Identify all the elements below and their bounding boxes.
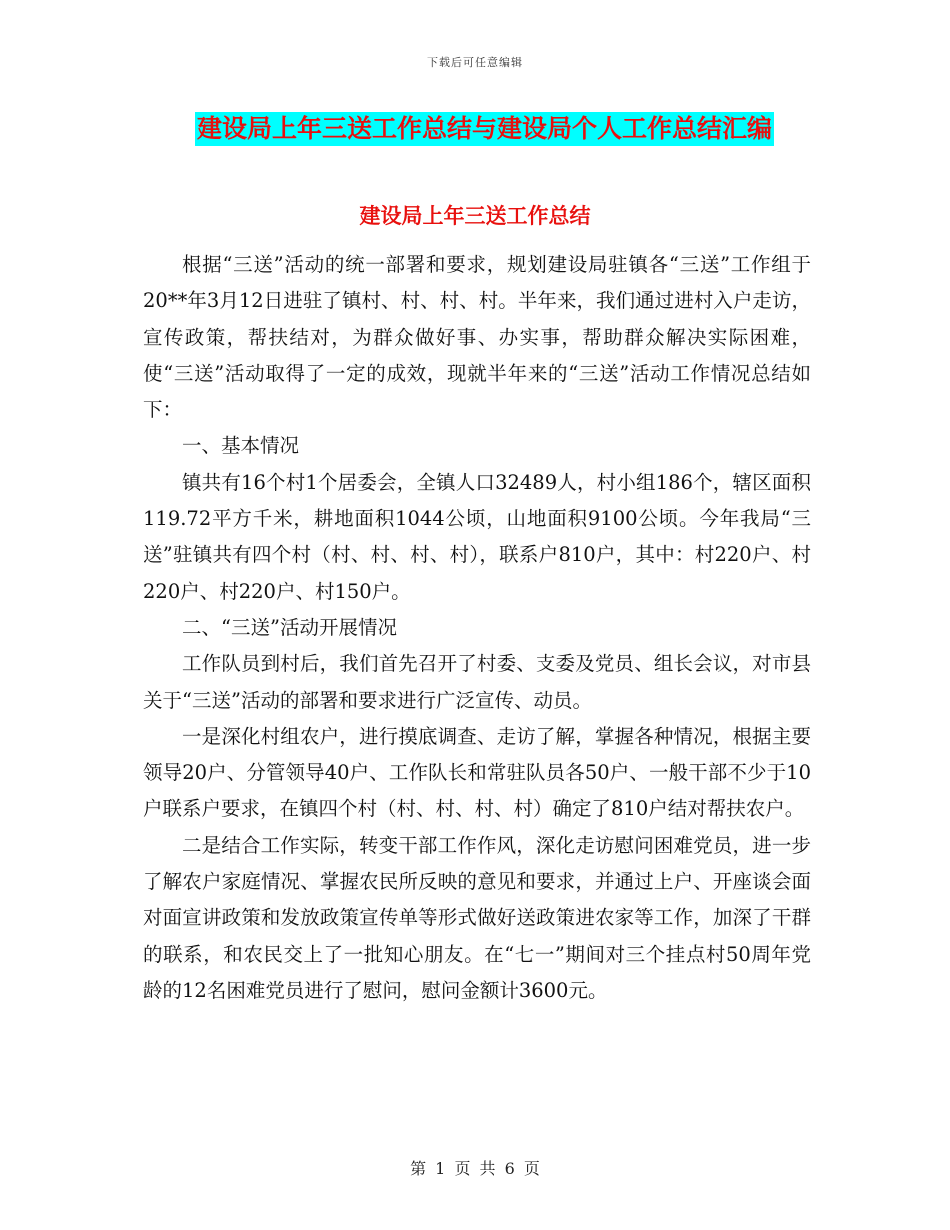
section-title: 建设局上年三送工作总结: [359, 204, 591, 228]
heading-basic-situation: 一、基本情况: [182, 434, 300, 458]
paragraph-basic-situation: 镇共有16个村1个居委会，全镇人口32489人，村小组186个，辖区面积119.72平方千米，耕地面积1044公顷，山地面积9100公顷。今年我局“三送”驻镇共有四个村（村、村、村、村），联系户810户，其中：村220户、村220户、村220户、村150户。: [143, 470, 811, 603]
document-body: [143, 247, 811, 1009]
page-header-note: 下载后可任意编辑: [427, 56, 523, 69]
paragraph-mobilization: 工作队员到村后，我们首先召开了村委、支委及党员、组长会议，对市县关于“三送”活动的部署和要求进行广泛宣传、动员。: [143, 652, 811, 712]
heading-activity-progress: 二、“三送”活动开展情况: [182, 615, 397, 639]
document-main-title: 建设局上年三送工作总结与建设局个人工作总结汇编: [195, 112, 774, 146]
paragraph-point-two: 二是结合工作实际，转变干部工作作风，深化走访慰问困难党员，进一步了解农户家庭情况、掌握农民所反映的意见和要求，并通过上户、开座谈会面对面宣讲政策和发放政策宣传单等形式做好送政策进农家等工作，加深了干群的联系，和农民交上了一批知心朋友。在“七一”期间对三个挂点村50周年党龄的12名困难党员进行了慰问，慰问金额计3600元。: [143, 833, 811, 1002]
paragraph-intro: 根据“三送”活动的统一部署和要求，规划建设局驻镇各“三送”工作组于20**年3月12日进驻了镇村、村、村、村。半年来，我们通过进村入户走访，宣传政策，帮扶结对，为群众做好事、办实事，帮助群众解决实际困难，使“三送”活动取得了一定的成效，现就半年来的“三送”活动工作情况总结如下：: [143, 253, 811, 422]
paragraph-point-one: 一是深化村组农户，进行摸底调查、走访了解，掌握各种情况，根据主要领导20户、分管领导40户、工作队长和常驻队员各50户、一般干部不少于10户联系户要求，在镇四个村（村、村、村、村）确定了810户结对帮扶农户。: [143, 724, 811, 821]
page-footer-number: 第 1 页 共 6 页: [410, 1159, 540, 1178]
